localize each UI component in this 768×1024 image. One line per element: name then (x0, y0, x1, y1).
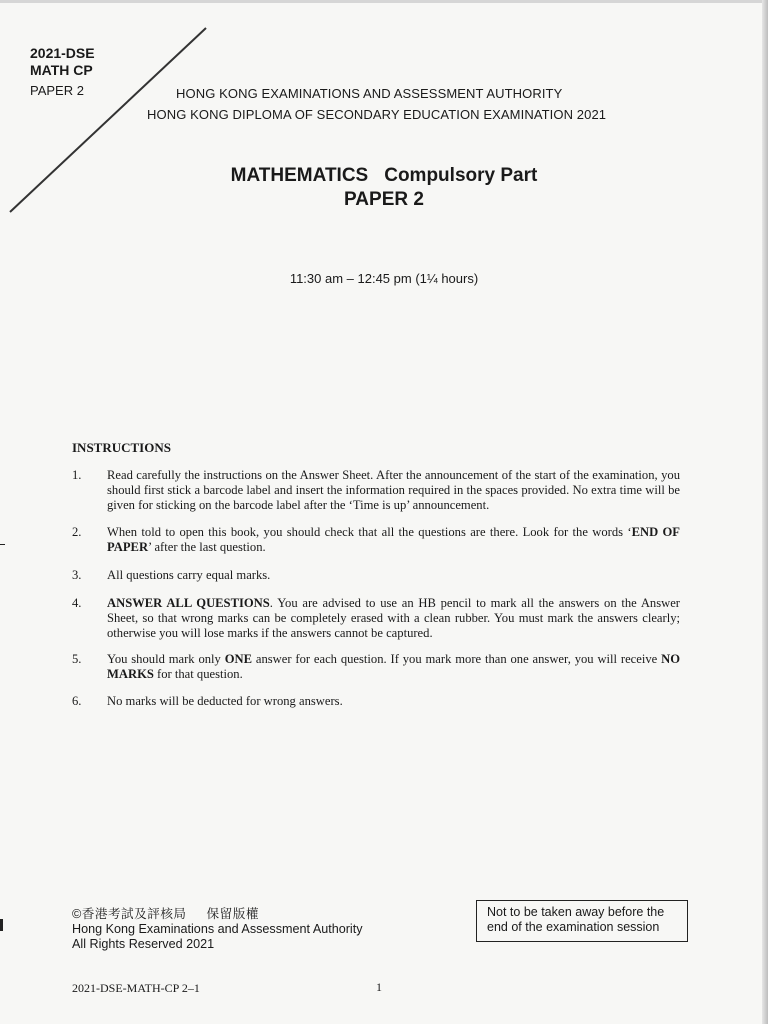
instruction-text-part: ’ after the last question. (148, 540, 266, 554)
notice-line2: end of the examination session (487, 920, 660, 934)
instruction-text (107, 525, 680, 555)
instruction-text-part: answer for each question. If you mark more than one answer, you will receive (252, 652, 662, 666)
page-number: 1 (376, 980, 382, 994)
paper-code-line2: MATH CP (30, 62, 93, 78)
diagonal-stroke (0, 0, 768, 260)
authority-heading: HONG KONG EXAMINATIONS AND ASSESSMENT AUTHORITY (176, 86, 563, 101)
copyright-chinese-rights: 保留版權 (206, 907, 259, 921)
margin-mark (0, 544, 5, 545)
instruction-number: 5. (72, 652, 82, 666)
instruction-text (107, 652, 680, 682)
instruction-text (107, 596, 680, 641)
instructions-heading: INSTRUCTIONS (72, 440, 171, 455)
instruction-number: 6. (72, 694, 82, 708)
copyright-chinese-name: ©香港考試及評核局 (72, 907, 187, 921)
notice-line1: Not to be taken away before the (487, 905, 665, 919)
instruction-text-part: You should mark only (107, 652, 225, 666)
instruction-emphasis: ANSWER ALL QUESTIONS (107, 596, 270, 610)
instruction-emphasis: NO MARKS (107, 652, 680, 681)
paper-title: PAPER 2 (344, 189, 424, 210)
copyright-english-name: Hong Kong Examinations and Assessment Authority (72, 922, 363, 936)
copyright-rights: All Rights Reserved 2021 (72, 937, 215, 951)
copyright-chinese (72, 907, 363, 922)
instruction-text: Read carefully the instructions on the Answer Sheet. After the announcement of the start of the examination, you should first stick a barcode label and insert the information required in the spaces provided. No extra time will be given for sticking on the barcode label after the ‘Time is up’ announcement. (107, 468, 680, 512)
page-title (0, 165, 768, 187)
instruction-number: 3. (72, 568, 82, 582)
instruction-text: All questions carry equal marks. (107, 568, 271, 582)
footer-code: 2021-DSE-MATH-CP 2–1 (72, 981, 200, 995)
paper-code (30, 45, 95, 79)
instruction-text-part: for that question. (153, 667, 243, 681)
copyright-block (72, 907, 363, 952)
diploma-heading: HONG KONG DIPLOMA OF SECONDARY EDUCATION EXAMINATION 2021 (147, 107, 607, 122)
instruction-text-part: . You are advised to use an HB pencil to mark all the answers on the Answer Sheet, so that wrong marks can be completely erased with a clean rubber. You must mark the answers clearly; otherwise you will lose marks if the answers cannot be captured. (107, 596, 680, 640)
instruction-number: 4. (72, 596, 82, 610)
instruction-text-part: When told to open this book, you should check that all the questions are there. Look for the words ‘ (107, 525, 632, 539)
margin-mark (0, 919, 3, 931)
title-subject: MATHEMATICS (230, 165, 369, 186)
instruction-number: 2. (72, 525, 82, 539)
instruction-emphasis: ONE (224, 652, 252, 666)
exam-time: 11:30 am – 12:45 pm (1¼ hours) (289, 271, 479, 286)
paper-code-line1: 2021-DSE (30, 45, 95, 61)
instruction-emphasis: END OF PAPER (107, 525, 680, 554)
notice-box (476, 900, 688, 942)
title-part: Compulsory Part (384, 165, 538, 186)
instruction-number: 1. (72, 468, 82, 482)
paper-tag: PAPER 2 (30, 83, 84, 98)
instruction-text: No marks will be deducted for wrong answers. (107, 694, 343, 708)
